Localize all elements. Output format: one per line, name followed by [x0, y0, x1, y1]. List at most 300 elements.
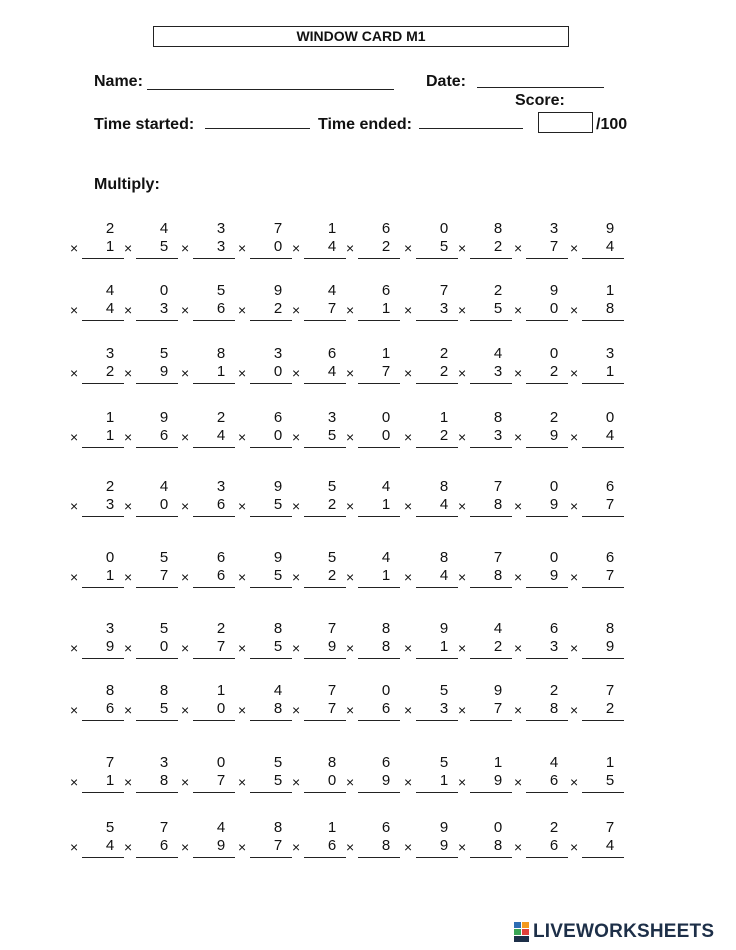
times-sign: ×: [404, 302, 413, 318]
multiplicand: 5: [105, 819, 115, 836]
multiplier: 9: [159, 363, 169, 380]
problem: [124, 549, 178, 591]
answer-line[interactable]: [416, 516, 458, 517]
answer-line[interactable]: [193, 658, 235, 659]
answer-line[interactable]: [416, 320, 458, 321]
answer-line[interactable]: [136, 857, 178, 858]
multiplicand: 3: [216, 478, 226, 495]
answer-line[interactable]: [250, 383, 292, 384]
multiplier: 6: [549, 772, 559, 789]
answer-line[interactable]: [304, 447, 346, 448]
answer-line[interactable]: [136, 587, 178, 588]
answer-line[interactable]: [250, 516, 292, 517]
times-sign: ×: [238, 302, 247, 318]
answer-line[interactable]: [526, 320, 568, 321]
answer-line[interactable]: [358, 447, 400, 448]
times-sign: ×: [346, 302, 355, 318]
problem: [404, 282, 458, 324]
multiplicand: 8: [605, 620, 615, 637]
problem: [458, 345, 512, 387]
times-sign: ×: [124, 702, 133, 718]
problem: [346, 220, 400, 262]
multiplier: 4: [605, 427, 615, 444]
answer-line[interactable]: [582, 720, 624, 721]
times-sign: ×: [346, 774, 355, 790]
answer-line[interactable]: [416, 857, 458, 858]
multiplicand: 9: [439, 819, 449, 836]
multiplier: 3: [105, 496, 115, 513]
times-sign: ×: [292, 240, 301, 256]
multiplier: 5: [273, 567, 283, 584]
problem: [70, 620, 124, 662]
times-sign: ×: [514, 640, 523, 656]
answer-line[interactable]: [358, 857, 400, 858]
answer-line[interactable]: [416, 258, 458, 259]
answer-line[interactable]: [82, 447, 124, 448]
multiplier: 9: [216, 837, 226, 854]
answer-line[interactable]: [358, 258, 400, 259]
answer-line[interactable]: [358, 320, 400, 321]
multiplier: 9: [327, 638, 337, 655]
answer-line[interactable]: [358, 383, 400, 384]
answer-line[interactable]: [582, 258, 624, 259]
multiplier: 2: [439, 363, 449, 380]
times-sign: ×: [70, 569, 79, 585]
multiplicand: 0: [493, 819, 503, 836]
times-sign: ×: [570, 839, 579, 855]
multiplicand: 2: [105, 220, 115, 237]
answer-line[interactable]: [136, 447, 178, 448]
times-sign: ×: [404, 429, 413, 445]
multiplier: 8: [381, 837, 391, 854]
problem: [292, 282, 346, 324]
multiplier: 6: [216, 300, 226, 317]
multiplier: 7: [327, 700, 337, 717]
answer-line[interactable]: [358, 658, 400, 659]
answer-line[interactable]: [250, 447, 292, 448]
multiplicand: 4: [381, 478, 391, 495]
multiplier: 2: [327, 567, 337, 584]
problem: [458, 754, 512, 796]
times-sign: ×: [292, 498, 301, 514]
answer-line[interactable]: [416, 447, 458, 448]
answer-line[interactable]: [82, 792, 124, 793]
multiplier: 1: [381, 567, 391, 584]
answer-line[interactable]: [416, 658, 458, 659]
multiplicand: 7: [605, 819, 615, 836]
multiplier: 9: [493, 772, 503, 789]
multiplicand: 4: [493, 620, 503, 637]
multiplier: 0: [216, 700, 226, 717]
answer-line[interactable]: [526, 857, 568, 858]
answer-line[interactable]: [582, 383, 624, 384]
answer-line[interactable]: [193, 447, 235, 448]
score-total: /100: [596, 116, 628, 133]
problem: [292, 754, 346, 796]
answer-line[interactable]: [470, 857, 512, 858]
multiplicand: 1: [605, 282, 615, 299]
answer-line[interactable]: [136, 792, 178, 793]
multiplicand: 1: [493, 754, 503, 771]
multiplicand: 8: [105, 682, 115, 699]
multiplier: 9: [605, 638, 615, 655]
multiplier: 4: [105, 300, 115, 317]
times-sign: ×: [292, 702, 301, 718]
multiplicand: 8: [439, 478, 449, 495]
times-sign: ×: [514, 302, 523, 318]
multiplicand: 8: [216, 345, 226, 362]
problem: [124, 220, 178, 262]
times-sign: ×: [570, 569, 579, 585]
answer-line[interactable]: [82, 857, 124, 858]
answer-line[interactable]: [358, 720, 400, 721]
times-sign: ×: [514, 429, 523, 445]
multiplicand: 5: [159, 345, 169, 362]
answer-line[interactable]: [582, 857, 624, 858]
problem: [292, 682, 346, 724]
multiplicand: 8: [381, 620, 391, 637]
times-sign: ×: [181, 839, 190, 855]
multiplier: 6: [105, 700, 115, 717]
answer-line[interactable]: [136, 720, 178, 721]
multiplier: 3: [216, 238, 226, 255]
multiplier: 4: [327, 238, 337, 255]
problem: [124, 682, 178, 724]
problem: [346, 549, 400, 591]
answer-line[interactable]: [250, 320, 292, 321]
multiplier: 1: [605, 363, 615, 380]
multiplicand: 3: [105, 345, 115, 362]
multiplicand: 7: [439, 282, 449, 299]
answer-line[interactable]: [416, 792, 458, 793]
answer-line[interactable]: [193, 720, 235, 721]
multiplier: 5: [159, 238, 169, 255]
problem: [346, 620, 400, 662]
multiplicand: 0: [105, 549, 115, 566]
answer-line[interactable]: [358, 516, 400, 517]
problem: [570, 682, 624, 724]
answer-line[interactable]: [582, 587, 624, 588]
answer-line[interactable]: [304, 658, 346, 659]
answer-line[interactable]: [304, 383, 346, 384]
answer-line[interactable]: [526, 258, 568, 259]
times-sign: ×: [346, 702, 355, 718]
problem: [346, 478, 400, 520]
times-sign: ×: [70, 640, 79, 656]
multiplicand: 8: [273, 620, 283, 637]
answer-line[interactable]: [250, 587, 292, 588]
answer-line[interactable]: [82, 383, 124, 384]
answer-line[interactable]: [358, 792, 400, 793]
multiplier: 6: [381, 700, 391, 717]
answer-line[interactable]: [416, 383, 458, 384]
times-sign: ×: [570, 429, 579, 445]
problem: [292, 620, 346, 662]
times-sign: ×: [124, 774, 133, 790]
multiplicand: 6: [381, 819, 391, 836]
answer-line[interactable]: [582, 447, 624, 448]
problem: [458, 549, 512, 591]
multiplicand: 7: [327, 620, 337, 637]
problem: [404, 682, 458, 724]
problem: [570, 409, 624, 451]
answer-line[interactable]: [470, 320, 512, 321]
multiplicand: 2: [549, 682, 559, 699]
multiplicand: 7: [493, 478, 503, 495]
multiplicand: 9: [159, 409, 169, 426]
times-sign: ×: [292, 302, 301, 318]
answer-line[interactable]: [193, 516, 235, 517]
multiplier: 7: [605, 567, 615, 584]
answer-line[interactable]: [470, 720, 512, 721]
times-sign: ×: [238, 640, 247, 656]
times-sign: ×: [238, 702, 247, 718]
problem: [458, 478, 512, 520]
multiplicand: 3: [273, 345, 283, 362]
answer-line[interactable]: [82, 516, 124, 517]
multiplier: 1: [439, 638, 449, 655]
times-sign: ×: [346, 569, 355, 585]
times-sign: ×: [292, 569, 301, 585]
problem: [181, 682, 235, 724]
answer-line[interactable]: [250, 857, 292, 858]
problem: [514, 478, 568, 520]
times-sign: ×: [181, 640, 190, 656]
answer-line[interactable]: [82, 587, 124, 588]
multiplicand: 6: [605, 549, 615, 566]
answer-line[interactable]: [250, 720, 292, 721]
time-ended-label: Time ended:: [318, 116, 412, 133]
multiplier: 7: [216, 638, 226, 655]
answer-line[interactable]: [193, 792, 235, 793]
multiplicand: 1: [605, 754, 615, 771]
multiplier: 6: [216, 567, 226, 584]
multiplier: 6: [159, 837, 169, 854]
multiplier: 0: [159, 638, 169, 655]
problem: [404, 478, 458, 520]
answer-line[interactable]: [526, 658, 568, 659]
multiplier: 0: [273, 427, 283, 444]
times-sign: ×: [346, 839, 355, 855]
answer-line[interactable]: [582, 516, 624, 517]
answer-line[interactable]: [470, 447, 512, 448]
multiplicand: 4: [493, 345, 503, 362]
multiplicand: 3: [327, 409, 337, 426]
times-sign: ×: [458, 640, 467, 656]
answer-line[interactable]: [136, 383, 178, 384]
times-sign: ×: [404, 498, 413, 514]
answer-line[interactable]: [304, 587, 346, 588]
problem: [570, 620, 624, 662]
times-sign: ×: [458, 240, 467, 256]
multiplier: 6: [327, 837, 337, 854]
times-sign: ×: [181, 702, 190, 718]
problem: [70, 549, 124, 591]
multiplicand: 4: [216, 819, 226, 836]
answer-line[interactable]: [470, 383, 512, 384]
answer-line[interactable]: [416, 587, 458, 588]
multiplicand: 0: [439, 220, 449, 237]
times-sign: ×: [181, 569, 190, 585]
multiplier: 2: [549, 363, 559, 380]
multiplicand: 7: [159, 819, 169, 836]
answer-line[interactable]: [250, 658, 292, 659]
answer-line[interactable]: [526, 792, 568, 793]
problem: [346, 345, 400, 387]
multiplier: 3: [159, 300, 169, 317]
multiplier: 1: [439, 772, 449, 789]
answer-line[interactable]: [193, 587, 235, 588]
answer-line[interactable]: [470, 587, 512, 588]
problem: [124, 282, 178, 324]
times-sign: ×: [70, 839, 79, 855]
times-sign: ×: [70, 365, 79, 381]
multiplicand: 0: [549, 549, 559, 566]
multiplicand: 2: [549, 409, 559, 426]
times-sign: ×: [570, 240, 579, 256]
answer-line[interactable]: [193, 320, 235, 321]
multiplier: 1: [105, 427, 115, 444]
multiplicand: 2: [549, 819, 559, 836]
multiplier: 4: [327, 363, 337, 380]
times-sign: ×: [70, 240, 79, 256]
times-sign: ×: [70, 302, 79, 318]
times-sign: ×: [404, 365, 413, 381]
multiplicand: 6: [381, 220, 391, 237]
multiplier: 7: [549, 238, 559, 255]
answer-line[interactable]: [470, 258, 512, 259]
answer-line[interactable]: [304, 320, 346, 321]
answer-line[interactable]: [304, 857, 346, 858]
answer-line[interactable]: [526, 383, 568, 384]
problem: [292, 220, 346, 262]
answer-line[interactable]: [136, 516, 178, 517]
answer-line[interactable]: [582, 658, 624, 659]
times-sign: ×: [292, 640, 301, 656]
answer-line[interactable]: [526, 516, 568, 517]
multiplicand: 2: [493, 282, 503, 299]
answer-line[interactable]: [358, 587, 400, 588]
answer-line[interactable]: [193, 258, 235, 259]
problem: [124, 819, 178, 861]
answer-line[interactable]: [193, 857, 235, 858]
answer-line[interactable]: [136, 658, 178, 659]
multiplicand: 7: [493, 549, 503, 566]
multiplier: 5: [493, 300, 503, 317]
multiplier: 4: [439, 567, 449, 584]
multiplier: 3: [549, 638, 559, 655]
answer-line[interactable]: [250, 792, 292, 793]
multiplier: 1: [381, 496, 391, 513]
problem: [124, 754, 178, 796]
problem: [514, 409, 568, 451]
worksheet-title: WINDOW CARD M1: [153, 26, 569, 47]
answer-line[interactable]: [304, 516, 346, 517]
times-sign: ×: [238, 240, 247, 256]
answer-line[interactable]: [526, 720, 568, 721]
times-sign: ×: [70, 702, 79, 718]
answer-line[interactable]: [136, 320, 178, 321]
answer-line[interactable]: [304, 258, 346, 259]
multiplicand: 0: [159, 282, 169, 299]
multiplier: 7: [605, 496, 615, 513]
problem: [70, 345, 124, 387]
multiplicand: 0: [549, 478, 559, 495]
multiplier: 3: [493, 427, 503, 444]
problem: [514, 754, 568, 796]
times-sign: ×: [70, 774, 79, 790]
brand-name: LIVEWORKSHEETS: [533, 921, 715, 942]
multiplicand: 3: [216, 220, 226, 237]
answer-line[interactable]: [136, 258, 178, 259]
multiplier: 5: [605, 772, 615, 789]
times-sign: ×: [238, 839, 247, 855]
times-sign: ×: [238, 774, 247, 790]
times-sign: ×: [238, 569, 247, 585]
multiplier: 5: [159, 700, 169, 717]
times-sign: ×: [292, 774, 301, 790]
multiplier: 0: [327, 772, 337, 789]
answer-line[interactable]: [582, 792, 624, 793]
answer-line[interactable]: [250, 258, 292, 259]
answer-line[interactable]: [193, 383, 235, 384]
answer-line[interactable]: [82, 258, 124, 259]
problem: [292, 409, 346, 451]
multiplicand: 1: [327, 819, 337, 836]
problem: [458, 620, 512, 662]
problem: [404, 754, 458, 796]
multiplier: 8: [159, 772, 169, 789]
multiplier: 6: [549, 837, 559, 854]
answer-line[interactable]: [304, 720, 346, 721]
answer-line[interactable]: [470, 658, 512, 659]
answer-line[interactable]: [470, 516, 512, 517]
multiplicand: 1: [439, 409, 449, 426]
multiplicand: 4: [273, 682, 283, 699]
answer-line[interactable]: [82, 658, 124, 659]
multiplicand: 2: [439, 345, 449, 362]
times-sign: ×: [404, 774, 413, 790]
answer-line[interactable]: [82, 720, 124, 721]
multiplicand: 4: [159, 478, 169, 495]
answer-line[interactable]: [526, 587, 568, 588]
times-sign: ×: [124, 302, 133, 318]
times-sign: ×: [570, 365, 579, 381]
answer-line[interactable]: [416, 720, 458, 721]
multiplicand: 5: [439, 754, 449, 771]
multiplicand: 0: [381, 682, 391, 699]
answer-line[interactable]: [526, 447, 568, 448]
problem: [514, 282, 568, 324]
answer-line[interactable]: [304, 792, 346, 793]
answer-line[interactable]: [582, 320, 624, 321]
multiplier: 3: [439, 700, 449, 717]
multiplicand: 9: [273, 282, 283, 299]
multiplicand: 8: [327, 754, 337, 771]
times-sign: ×: [570, 702, 579, 718]
multiplier: 8: [493, 567, 503, 584]
answer-line[interactable]: [470, 792, 512, 793]
problem: [346, 754, 400, 796]
times-sign: ×: [346, 240, 355, 256]
multiplier: 5: [273, 772, 283, 789]
multiplicand: 5: [159, 549, 169, 566]
times-sign: ×: [124, 365, 133, 381]
problem: [70, 409, 124, 451]
problem: [514, 345, 568, 387]
answer-line[interactable]: [82, 320, 124, 321]
problem: [238, 409, 292, 451]
